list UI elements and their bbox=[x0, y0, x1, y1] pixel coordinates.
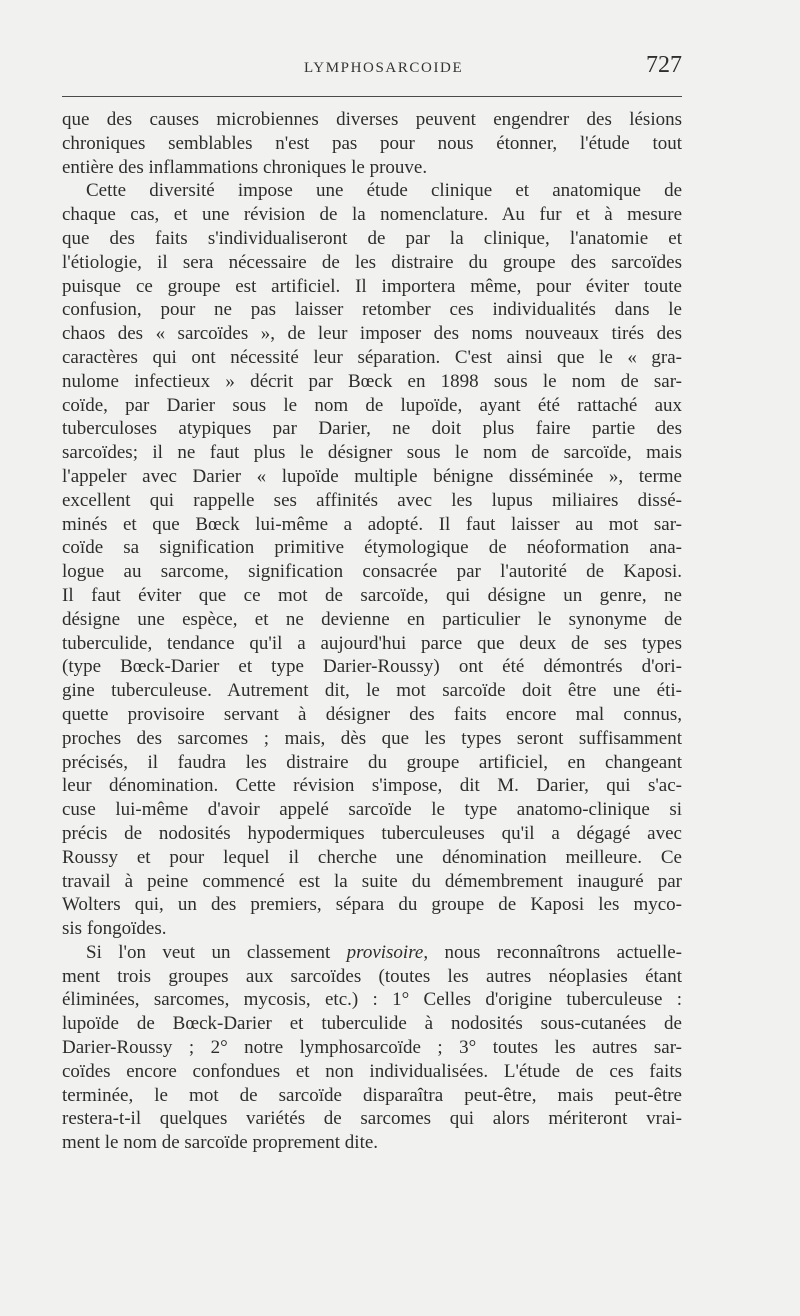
page-number: 727 bbox=[646, 52, 682, 78]
text-line bbox=[62, 941, 682, 965]
text-line: désigne une espèce, et ne devienne en particulier le synonyme de bbox=[62, 608, 682, 630]
text-line: entière des inflammations chroniques le prouve. bbox=[62, 156, 428, 178]
running-title: LYMPHOSARCOIDE bbox=[304, 60, 464, 76]
text-line: confusion, pour ne pas laisser retomber ces individualités dans le bbox=[62, 299, 682, 321]
text-line: cuse lui-même d'avoir appelé sarcoïde le type anatomo-clinique si bbox=[62, 799, 682, 821]
text-line: précis de nodosités hypodermiques tuberculeuses qu'il a dégagé avec bbox=[62, 822, 682, 844]
header-rule bbox=[62, 96, 682, 97]
text-line: Darier-Roussy ; 2° notre lymphosarcoïde ; 3° toutes les autres sar- bbox=[62, 1037, 682, 1059]
text-line: logue au sarcome, signification consacrée par l'autorité de Kaposi. bbox=[62, 561, 682, 583]
text-line: sarcoïdes; il ne faut plus le désigner sous le nom de sarcoïde, mais bbox=[62, 442, 682, 464]
text-line: tuberculide, tendance qu'il a aujourd'hui parce que deux de ses types bbox=[62, 632, 682, 654]
text-line: minés et que Bœck lui-même a adopté. Il faut laisser au mot sar- bbox=[62, 513, 682, 535]
text-line: travail à peine commencé est la suite du démembrement inauguré par bbox=[62, 870, 682, 892]
text-line: Cette diversité impose une étude clinique et anatomique de bbox=[86, 180, 682, 202]
text-line: ment le nom de sarcoïde proprement dite. bbox=[62, 1132, 379, 1154]
text-line: chroniques semblables n'est pas pour nous étonner, l'étude tout bbox=[62, 132, 682, 154]
text-line: que des faits s'individualiseront de par la clinique, l'anatomie et bbox=[62, 227, 682, 249]
text-line: (type Bœck-Darier et type Darier-Roussy) ont été démontrés d'ori- bbox=[62, 656, 682, 678]
text-line: restera-t-il quelques variétés de sarcomes qui alors mériteront vrai- bbox=[62, 1108, 682, 1130]
running-head bbox=[62, 52, 682, 92]
text-line: terminée, le mot de sarcoïde disparaîtra peut-être, mais peut-être bbox=[62, 1084, 682, 1106]
text-line: que des causes microbiennes diverses peuvent engendrer des lésions bbox=[62, 109, 682, 130]
text-line: chaos des « sarcoïdes », de leur imposer des noms nouveaux tirés des bbox=[62, 323, 682, 345]
text-line: nulome infectieux » décrit par Bœck en 1898 sous le nom de sar- bbox=[62, 370, 682, 392]
text-line: précisés, il faudra les distraire du groupe artificiel, en changeant bbox=[62, 751, 682, 773]
text-line: ment trois groupes aux sarcoïdes (toutes les autres néoplasies étant bbox=[62, 965, 682, 987]
text-line: gine tuberculeuse. Autrement dit, le mot sarcoïde doit être une éti- bbox=[62, 680, 682, 702]
text-run: Si l'on veut un classement bbox=[86, 941, 347, 963]
text-run: , nous reconnaîtrons actuelle- bbox=[423, 941, 682, 963]
text-line: coïdes encore confondues et non individualisées. L'étude de ces faits bbox=[62, 1060, 682, 1082]
text-line: leur dénomination. Cette révision s'impose, dit M. Darier, qui s'ac- bbox=[62, 775, 682, 797]
text-line: Il faut éviter que ce mot de sarcoïde, qui désigne un genre, ne bbox=[62, 584, 682, 606]
text-line: tuberculoses atypiques par Darier, ne doit plus faire partie des bbox=[62, 418, 682, 440]
text-line: Roussy et pour lequel il cherche une dénomination meilleure. Ce bbox=[62, 846, 682, 868]
text-line: Wolters qui, un des premiers, sépara du groupe de Kaposi les myco- bbox=[62, 894, 682, 916]
text-line: lupoïde de Bœck-Darier et tuberculide à nodosités sous-cutanées de bbox=[62, 1013, 682, 1035]
text-line: éliminées, sarcomes, mycosis, etc.) : 1° Celles d'origine tuberculeuse : bbox=[62, 989, 682, 1011]
text-line: l'étiologie, il sera nécessaire de les distraire du groupe des sarcoïdes bbox=[62, 251, 682, 273]
text-line: caractères qui ont nécessité leur séparation. C'est ainsi que le « gra- bbox=[62, 346, 682, 368]
text-line: puisque ce groupe est artificiel. Il importera même, pour éviter toute bbox=[62, 275, 682, 297]
text-line: sis fongoïdes. bbox=[62, 918, 167, 940]
text-line: coïde, par Darier sous le nom de lupoïde, ayant été rattaché aux bbox=[62, 394, 682, 416]
italic-emphasis: provisoire bbox=[346, 941, 424, 963]
text-line: proches des sarcomes ; mais, dès que les types seront suffisamment bbox=[62, 727, 682, 749]
text-line: excellent qui rappelle ses affinités avec les lupus miliaires dissé- bbox=[62, 489, 682, 511]
text-line: quette provisoire servant à désigner des faits encore mal connus, bbox=[62, 703, 682, 725]
body-text bbox=[62, 108, 682, 1155]
text-line: l'appeler avec Darier « lupoïde multiple bénigne disséminée », terme bbox=[62, 465, 682, 487]
text-line: coïde sa signification primitive étymologique de néoformation ana- bbox=[62, 537, 682, 559]
text-line: chaque cas, et une révision de la nomenclature. Au fur et à mesure bbox=[62, 204, 682, 226]
